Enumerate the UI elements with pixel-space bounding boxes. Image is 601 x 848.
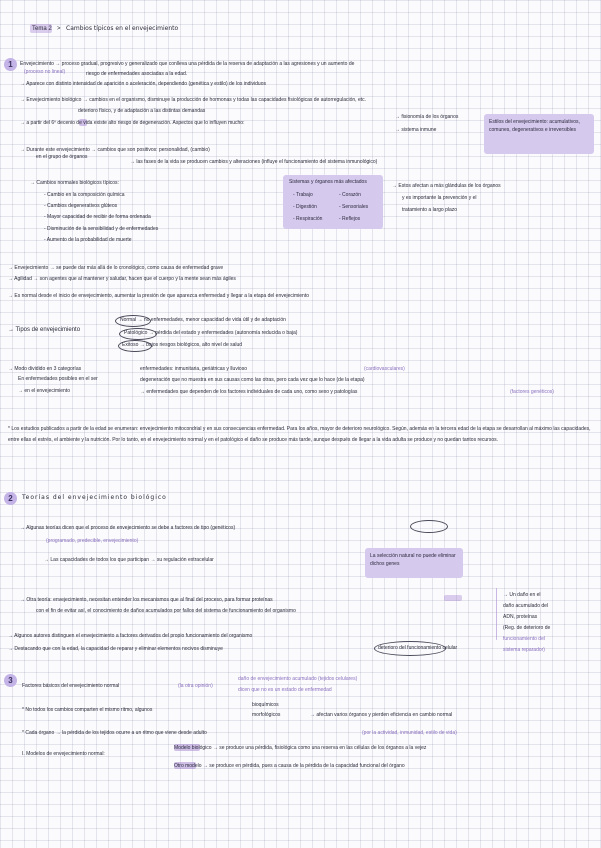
modo-line-3: → en el envejecimiento bbox=[18, 388, 70, 394]
s3-line-1-r1: daño de envejecimiento acumulado (tejidos celulares) bbox=[238, 676, 358, 682]
s3-line-1-note: (la otra opinión) bbox=[178, 683, 213, 689]
change-item-2: - Cambios degenerativos glúteos bbox=[44, 203, 118, 209]
highlight-paragraph: * Los estudios publicados a partir de la edad se enumeran: envejecimiento mitocondrial y en sus consecuencias enfermedad. Para los años, mayor de deterioro neurológico. Según, además en la tercera edad de la etapa se desarrollan al máximo las capacidades, entre ellas el estrés, el ambiente y la nutrición. Por lo tanto, en el envejecimiento normal y en el patológico el daño se produce más tarde, aunque después de llegar a la vida adulta se produce y no quedan tantos recursos. bbox=[8, 426, 591, 443]
change-item-5: - Aumento de la probabilidad de muerte bbox=[44, 237, 132, 243]
s3-line-2-r2: morfológicos bbox=[252, 712, 281, 718]
topic-label: Tema 2 bbox=[32, 26, 52, 32]
s1-line-3: → Envejecimiento biológico → cambios en el organismo, disminuye la producción de hormonas y todas las capacidades fisiológicas de autorregulación, etc. bbox=[20, 97, 367, 103]
s2-line-2: → Las capacidades de todos los que participan → su regulación extracelular bbox=[44, 557, 214, 563]
change-item-3: - Mayor capacidad de recibir de forma ordenada bbox=[44, 214, 151, 220]
s1-line-2: → Aparece con distinto intensidad de aparición o aceleración, dependiendo (genética y estilo) de los individuos bbox=[20, 81, 266, 87]
modo-item-2: degeneración que no muestra en sus causas como las otras, pero cada vez que lo hace (de la etapa) bbox=[140, 377, 365, 383]
s1b-line-2: → Agilidad → son agentes que al mantener y saludar, hacen que el cuerpo y la mente sean más ágiles bbox=[8, 276, 236, 282]
s2-line-1-note: (programado, predecible, envejecimiento) bbox=[46, 538, 139, 544]
s1b-line-3: → Es normal desde el inicio de envejecimiento, aumentar la presión de que aparezca enfermedad y llegar a la etapa del envejecimiento bbox=[8, 293, 310, 299]
organs-side-3: tratamiento a largo plazo bbox=[402, 207, 458, 213]
s3-line-2: * No todos los cambios comparten el mismo ritmo, algunos bbox=[22, 707, 153, 713]
s1-line-7: → las fases de la vida se producen cambios y alteraciones (influye el funcionamiento del sistema inmunológico) bbox=[130, 159, 378, 165]
organs-card: Sistemas y órganos más afectados - Trabajo - Corazón - Digestión - Sensoriales - Respiración - Reflejos bbox=[283, 175, 383, 229]
s2-line-4: con el fin de evitar así, el conocimiento de daños acumulados por fallos del sistema de funcionamiento del organismo bbox=[36, 608, 296, 614]
breadcrumb-separator: > bbox=[57, 26, 61, 32]
change-item-1: - Cambio en la composición química bbox=[44, 192, 125, 198]
s1-line-4: deterioro físico, y de adaptación a las distintas demandas bbox=[78, 108, 206, 114]
tipos-heading: → Tipos de envejecimiento bbox=[8, 327, 81, 333]
s2-deterioro-box: deterioro del funcionamiento celular bbox=[378, 645, 458, 651]
s1-line-5a: → fisionomía de los órganos bbox=[395, 114, 459, 120]
modo-item-1-note: (cardiovasculares) bbox=[364, 366, 405, 372]
s2-line-5: → Algunos autores distinguen el envejecimiento a factores derivados del propio funcionamiento del organismo bbox=[8, 633, 253, 639]
s1-line-6: → Durante este envejecimiento → cambios que son positivos: personalidad, (cambio) bbox=[20, 147, 210, 153]
tipo-exitoso: Exitoso → bajos riesgos biológicos, alto nivel de salud bbox=[122, 342, 243, 348]
s3-otro-modelo: Otro modelo → se produce en pérdida, pues a causa de la pérdida de la capacidad funcional del órgano bbox=[174, 763, 405, 769]
modo-item-3-note: (factores genéticos) bbox=[510, 389, 554, 395]
modo-item-3: → enfermedades que dependen de los factores individuales de cada uno, como sexo y patologías bbox=[140, 389, 358, 395]
modo-line-2: En enfermedades posibles en el ser bbox=[18, 376, 98, 382]
organs-side-1: → Estos afectan a más glándulas de los órganos bbox=[392, 183, 501, 189]
modo-heading: → Modo dividido en 3 categorías bbox=[8, 366, 82, 372]
characteristics-heading: → Cambios normales biológicos típicos: bbox=[30, 180, 119, 186]
modo-item-1: enfermedades: inmunitaria, geriátricas y lluvioso bbox=[140, 366, 247, 372]
s1b-line-1: → Envejecimiento → se puede dar más allá de lo cronológico, como causa de enfermedad grave bbox=[8, 265, 224, 271]
s3-modelos-heading: I. Modelos de envejecimiento normal: bbox=[22, 751, 105, 757]
s3-line-1: Factores básicos del envejecimiento normal bbox=[22, 683, 120, 689]
section-1-number: 1 bbox=[4, 58, 17, 71]
page-title: Cambios típicos en el envejecimiento bbox=[66, 25, 179, 32]
s1-line-1: Envejecimiento → proceso gradual, progresivo y generalizado que conlleva una pérdida de la reserva de adaptación a las agresiones y un aumento de bbox=[20, 61, 355, 67]
organs-side-2: y es importante la prevención y el bbox=[402, 195, 477, 201]
s1-line-1-cont: riesgo de enfermedades asociadas a la edad. bbox=[86, 71, 188, 77]
s3-modelo-biologico: Modelo biológico → se produce una pérdida, fisiológica como una reserva en las células de los órganos a la vejez bbox=[174, 745, 427, 751]
s2-line-1: → Algunas teorías dicen que el proceso de envejecimiento se debe a factores de tipo (genéticos) bbox=[20, 525, 236, 531]
s3-line-2-r3: → afectan varios órganos y pierden eficiencia en cambio normal bbox=[310, 712, 453, 718]
s1-line-1-note: (proceso no lineal) bbox=[24, 69, 66, 75]
s3-line-3-note: (por la actividad, inmunidad, estilo de vida) bbox=[362, 730, 457, 736]
section-3-number: 3 bbox=[4, 674, 17, 687]
section-2-number: 2 bbox=[4, 492, 17, 505]
s1-line-6b: en el grupo de órganos bbox=[36, 154, 88, 160]
s3-line-3: * Cada órgano → la pérdida de los tejidos ocurre a un ritmo que viene desde adulto bbox=[22, 730, 207, 736]
s1-line-5: → a partir del 6º decenio de vida existe alto riesgo de degeneración. Aspectos que lo influyen mucho: bbox=[20, 120, 245, 126]
s1-line-5b: → sistema inmune bbox=[395, 127, 437, 133]
section-2-title: Teorías del envejecimiento biológico bbox=[22, 494, 167, 501]
natural-selection-card: La selección natural no puede eliminar dichos genes bbox=[365, 548, 463, 578]
s2-line-6: → Destacando que con la edad, la capacidad de reparar y eliminar elementos nocivos disminuye bbox=[8, 646, 223, 652]
envejecimiento-characteristics-card: Estilos del envejecimiento: acumulativos, comunes, degenerativos e irreversibles bbox=[484, 114, 594, 154]
s2-line-3: → Otra teoría: envejecimiento, necesitan entender los mecanismos que al final del proceso, para formar proteínas bbox=[20, 597, 273, 603]
s3-line-1-r2: dicen que no es un estado de enfermedad bbox=[238, 687, 332, 693]
tipo-patologico: Patológico → pérdida del estado y enfermedades (autonomía reducida o baja) bbox=[124, 330, 298, 336]
s3-line-2-r1: bioquímicos bbox=[252, 702, 279, 708]
tipo-normal: Normal → no enfermedades, menor capacidad de vida útil y de adaptación bbox=[120, 317, 286, 323]
change-item-4: - Disminución de la sensibilidad y de enfermedades bbox=[44, 226, 159, 232]
